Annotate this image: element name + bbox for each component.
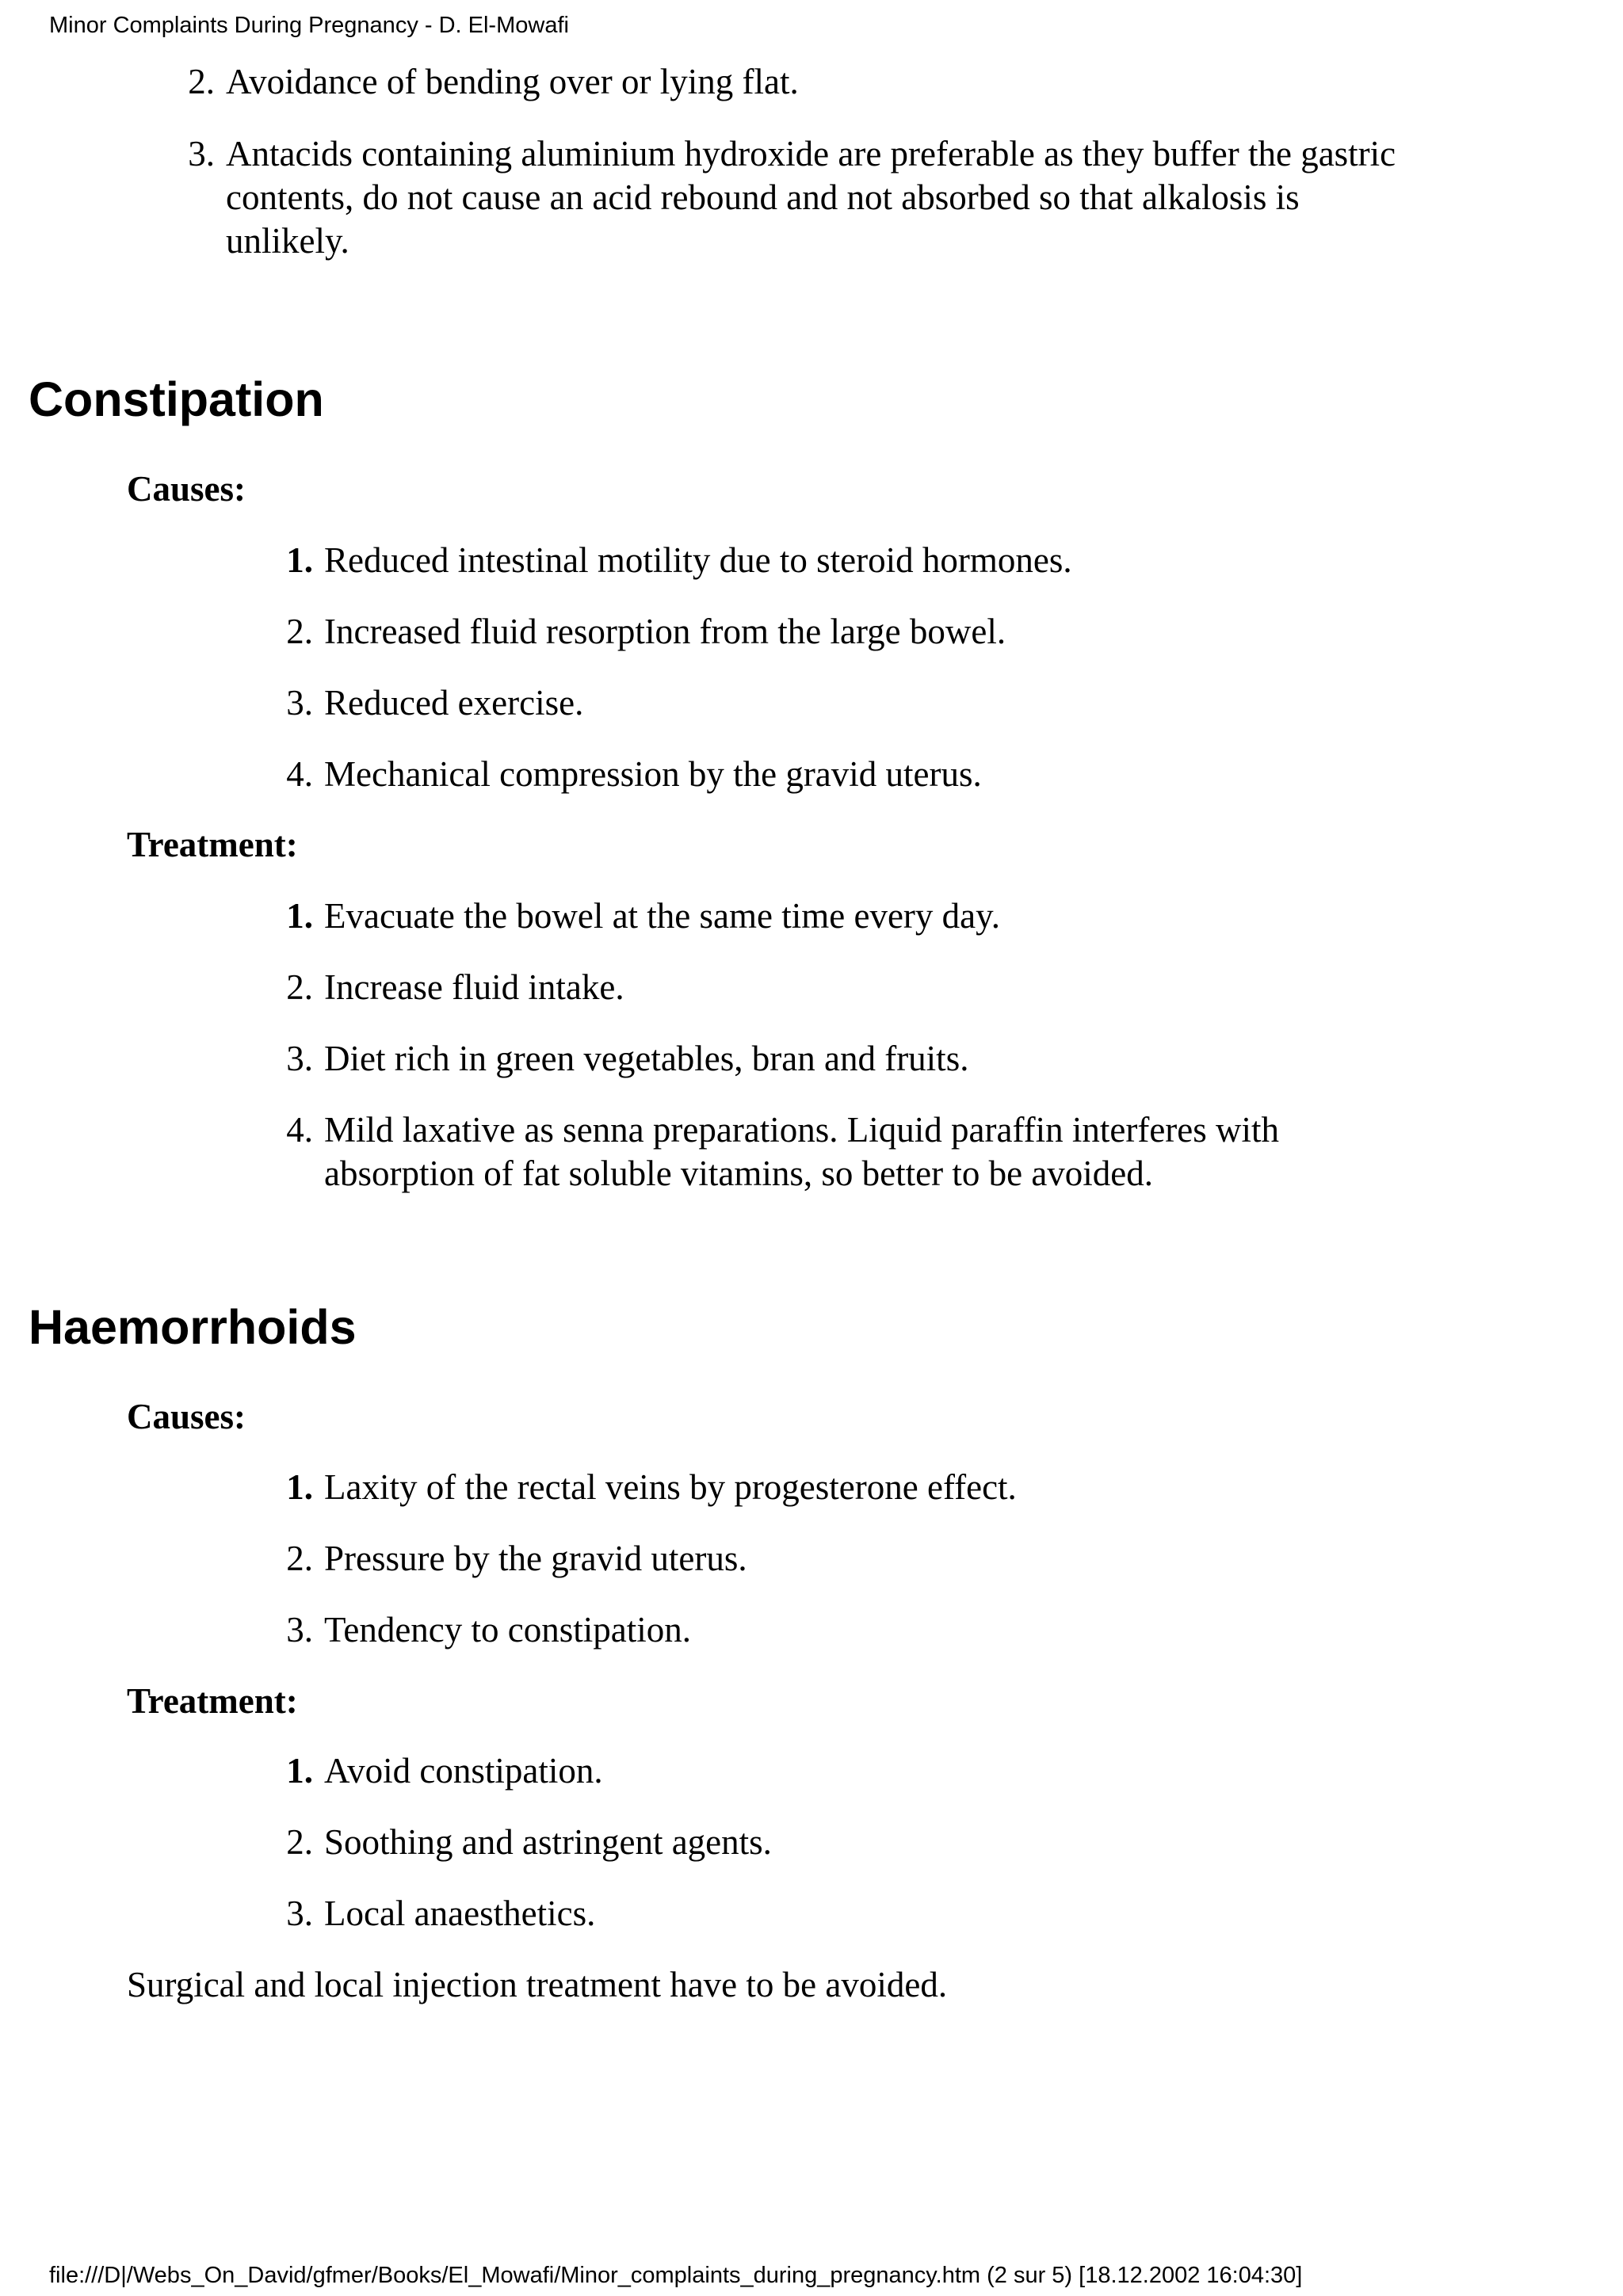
section-title-haemorrhoids: Haemorrhoids <box>29 1300 357 1354</box>
list-item <box>269 1466 1017 1509</box>
list-item-text: Evacuate the bowel at the same time every day. <box>324 896 1000 936</box>
list-item <box>269 1821 772 1864</box>
list-item <box>269 1108 1279 1196</box>
list-item-number: 4. <box>286 1110 313 1150</box>
list-item-number: 3. <box>286 1894 313 1933</box>
page-footer-url: file:///D|/Webs_On_David/gfmer/Books/El_Mowafi/Minor_complaints_during_pregnancy.htm (2 sur 5) [18.12.2002 16:04:30] <box>49 2263 1303 2288</box>
list-item-number: 2. <box>188 62 215 101</box>
list-item-number: 1. <box>286 896 313 936</box>
list-item <box>171 60 799 104</box>
list-item-text: Tendency to constipation. <box>324 1610 691 1650</box>
list-item-text <box>226 132 1396 263</box>
list-item <box>269 539 1072 582</box>
list-item-number: 3. <box>188 134 215 174</box>
list-item-text: Increased fluid resorption from the large bowel. <box>324 612 1006 651</box>
list-item-text <box>324 1108 1279 1196</box>
list-item <box>269 610 1006 654</box>
list-item-number: 2. <box>286 1822 313 1862</box>
list-item <box>269 1892 595 1936</box>
haemorrhoids-note: Surgical and local injection treatment have to be avoided. <box>127 1965 948 2004</box>
list-item-number: 2. <box>286 1539 313 1578</box>
list-item-text: Mechanical compression by the gravid uterus. <box>324 754 982 794</box>
causes-heading: Causes: <box>127 469 246 509</box>
list-item <box>269 894 1000 938</box>
causes-heading: Causes: <box>127 1397 246 1436</box>
list-item-number: 2. <box>286 612 313 651</box>
list-item-text: Pressure by the gravid uterus. <box>324 1539 747 1578</box>
list-item-number: 3. <box>286 1610 313 1650</box>
list-item-number: 2. <box>286 967 313 1007</box>
list-item-line: Avoidance of bending over or lying flat. <box>226 62 799 101</box>
list-item-text: Reduced intestinal motility due to steroid hormones. <box>324 540 1072 580</box>
list-item-line: unlikely. <box>226 221 349 261</box>
list-item-text: Laxity of the rectal veins by progesterone effect. <box>324 1467 1017 1507</box>
list-item <box>269 1749 603 1793</box>
list-item <box>269 681 583 725</box>
list-item-number: 3. <box>286 683 313 723</box>
list-item <box>171 132 1396 263</box>
list-item-number: 1. <box>286 1751 313 1791</box>
list-item-text: Increase fluid intake. <box>324 967 624 1007</box>
treatment-heading: Treatment: <box>127 825 298 864</box>
list-item-number: 1. <box>286 540 313 580</box>
list-item-line: absorption of fat soluble vitamins, so better to be avoided. <box>324 1154 1154 1193</box>
list-item <box>269 1037 968 1081</box>
list-item-line: Mild laxative as senna preparations. Liquid paraffin interferes with <box>324 1110 1280 1150</box>
section-title-constipation: Constipation <box>29 372 324 426</box>
list-item <box>269 1608 691 1652</box>
treatment-heading: Treatment: <box>127 1681 298 1721</box>
list-item-text: Diet rich in green vegetables, bran and fruits. <box>324 1039 969 1078</box>
list-item <box>269 753 982 796</box>
list-item-line: Antacids containing aluminium hydroxide are preferable as they buffer the gastric <box>226 134 1396 174</box>
list-item-number: 4. <box>286 754 313 794</box>
list-item-text <box>226 60 799 104</box>
list-item-line: contents, do not cause an acid rebound and not absorbed so that alkalosis is <box>226 177 1300 217</box>
list-item-text: Avoid constipation. <box>324 1751 603 1791</box>
list-item-number: 1. <box>286 1467 313 1507</box>
list-item-number: 3. <box>286 1039 313 1078</box>
list-item-text: Local anaesthetics. <box>324 1894 596 1933</box>
list-item-text: Reduced exercise. <box>324 683 584 723</box>
list-item-text: Soothing and astringent agents. <box>324 1822 772 1862</box>
page-header: Minor Complaints During Pregnancy - D. El-Mowafi <box>49 13 569 38</box>
list-item <box>269 966 624 1009</box>
list-item <box>269 1537 747 1581</box>
